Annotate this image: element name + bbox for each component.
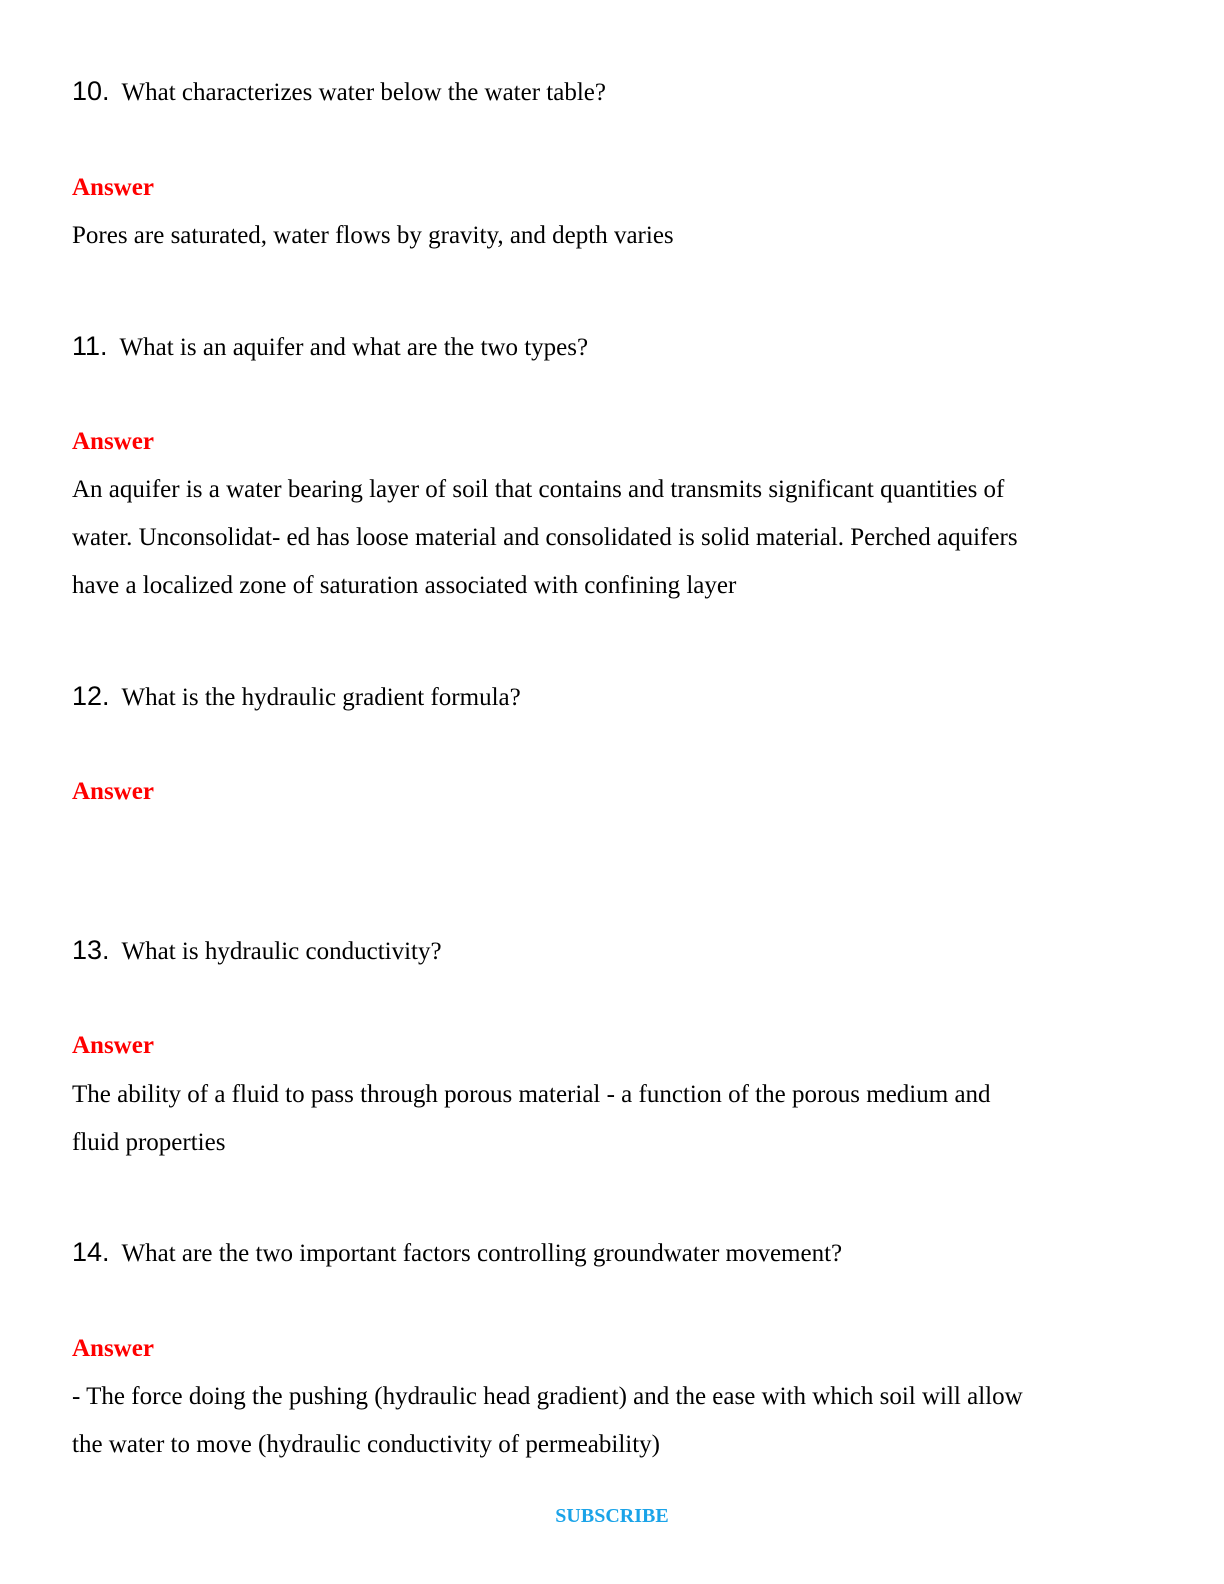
- answer-label: Answer: [72, 174, 154, 201]
- answer-label: Answer: [72, 428, 154, 455]
- question-11: [72, 331, 588, 363]
- question-text: What is an aquifer and what are the two types?: [119, 334, 589, 361]
- answer-text: An aquifer is a water bearing layer of soil that contains and transmits significant quantities of water. Unconsolidat- ed has loose material and consolidated is solid material. Perched aquifers have a localized zone of saturation associated with confining layer: [72, 476, 1018, 599]
- subscribe-link[interactable]: SUBSCRIBE: [555, 1505, 669, 1527]
- question-number: 13.: [72, 935, 110, 965]
- answer-label: Answer: [72, 1032, 154, 1059]
- question-text: What is the hydraulic gradient formula?: [121, 684, 521, 711]
- answer-label: Answer: [72, 1335, 154, 1362]
- answer-label: Answer: [72, 778, 154, 805]
- question-12: [72, 681, 521, 713]
- question-text: What is hydraulic conductivity?: [121, 938, 442, 965]
- question-text: What are the two important factors controlling groundwater movement?: [121, 1240, 843, 1267]
- question-number: 11.: [72, 331, 108, 361]
- question-10: [72, 76, 606, 108]
- question-number: 12.: [72, 681, 110, 711]
- question-number: 14.: [72, 1237, 110, 1267]
- question-text: What characterizes water below the water table?: [121, 79, 606, 106]
- question-13: [72, 935, 442, 967]
- answer-text: - The force doing the pushing (hydraulic head gradient) and the ease with which soil will allow the water to move (hydraulic conductivity of permeability): [72, 1383, 1023, 1458]
- question-14: [72, 1237, 842, 1269]
- question-number: 10.: [72, 76, 110, 106]
- answer-text: Pores are saturated, water flows by gravity, and depth varies: [72, 222, 674, 249]
- answer-text: The ability of a fluid to pass through porous material - a function of the porous medium and fluid properties: [72, 1081, 991, 1156]
